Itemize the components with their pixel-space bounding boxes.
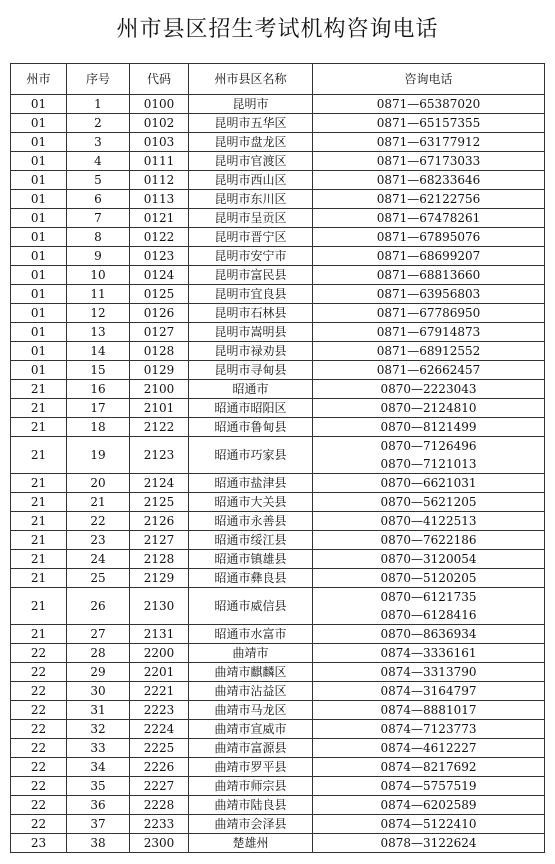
serial-cell: 18 <box>67 418 130 437</box>
phone-cell <box>313 247 545 266</box>
table-row <box>11 228 545 247</box>
phone-number: 0870—5621205 <box>380 495 477 509</box>
serial-cell: 20 <box>67 474 130 493</box>
phone-number: 0871—67895076 <box>376 230 481 244</box>
prefecture-cell: 23 <box>11 834 67 853</box>
page-title: 州市县区招生考试机构咨询电话 <box>116 17 439 42</box>
table-row <box>11 266 545 285</box>
table-row <box>11 796 545 815</box>
prefecture-cell: 01 <box>11 228 67 247</box>
phone-cell <box>313 95 545 114</box>
phone-number: 0871—62662457 <box>376 363 481 377</box>
name-cell: 昭通市 <box>189 380 313 399</box>
table-row <box>11 512 545 531</box>
phone-cell <box>313 758 545 777</box>
phone-cell <box>313 739 545 758</box>
code-cell: 2100 <box>130 380 189 399</box>
table-row <box>11 720 545 739</box>
phone-cell <box>313 171 545 190</box>
phone-cell <box>313 285 545 304</box>
table-row <box>11 380 545 399</box>
prefecture-cell: 21 <box>11 531 67 550</box>
name-cell: 昭通市水富市 <box>189 625 313 644</box>
code-cell: 0125 <box>130 285 189 304</box>
table-header-row <box>11 64 545 95</box>
prefecture-cell: 22 <box>11 644 67 663</box>
code-cell: 2130 <box>130 588 189 625</box>
phone-cell <box>313 796 545 815</box>
serial-cell: 11 <box>67 285 130 304</box>
phone-cell <box>313 777 545 796</box>
prefecture-cell: 01 <box>11 152 67 171</box>
name-cell: 曲靖市会泽县 <box>189 815 313 834</box>
serial-cell: 30 <box>67 682 130 701</box>
phone-number: 0870—7622186 <box>380 533 477 547</box>
code-cell: 0121 <box>130 209 189 228</box>
table-row <box>11 777 545 796</box>
table-row <box>11 133 545 152</box>
code-cell: 0128 <box>130 342 189 361</box>
name-cell: 昆明市禄劝县 <box>189 342 313 361</box>
code-cell: 2233 <box>130 815 189 834</box>
table-row <box>11 152 545 171</box>
name-cell: 昭通市昭阳区 <box>189 399 313 418</box>
column-header-phone: 咨询电话 <box>313 64 545 95</box>
phone-cell <box>313 190 545 209</box>
prefecture-cell: 01 <box>11 361 67 380</box>
table-row <box>11 171 545 190</box>
phone-cell <box>313 701 545 720</box>
prefecture-cell: 01 <box>11 171 67 190</box>
phone-number: 0870—4122513 <box>380 514 477 528</box>
serial-cell: 4 <box>67 152 130 171</box>
phone-number: 0874—5757519 <box>380 779 477 793</box>
phone-number: 0874—3313790 <box>380 665 477 679</box>
name-cell: 昆明市西山区 <box>189 171 313 190</box>
table-row <box>11 437 545 474</box>
code-cell: 2224 <box>130 720 189 739</box>
phone-number: 0878—3122624 <box>380 836 477 850</box>
phone-number: 0874—8217692 <box>380 760 477 774</box>
phone-number: 0871—63177912 <box>376 135 481 149</box>
phone-cell <box>313 437 545 474</box>
code-cell: 2123 <box>130 437 189 474</box>
serial-cell: 13 <box>67 323 130 342</box>
phone-cell <box>313 474 545 493</box>
column-header-prefecture: 州市 <box>11 64 67 95</box>
name-cell: 昭通市巧家县 <box>189 437 313 474</box>
prefecture-cell: 22 <box>11 682 67 701</box>
serial-cell: 24 <box>67 550 130 569</box>
phone-cell <box>313 399 545 418</box>
table-row <box>11 361 545 380</box>
serial-cell: 32 <box>67 720 130 739</box>
name-cell: 昆明市石林县 <box>189 304 313 323</box>
prefecture-cell: 01 <box>11 285 67 304</box>
prefecture-cell: 21 <box>11 569 67 588</box>
serial-cell: 28 <box>67 644 130 663</box>
serial-cell: 6 <box>67 190 130 209</box>
table-row <box>11 418 545 437</box>
serial-cell: 14 <box>67 342 130 361</box>
prefecture-cell: 21 <box>11 418 67 437</box>
serial-cell: 26 <box>67 588 130 625</box>
prefecture-cell: 21 <box>11 588 67 625</box>
prefecture-cell: 01 <box>11 247 67 266</box>
column-header-name: 州市县区名称 <box>189 64 313 95</box>
serial-cell: 25 <box>67 569 130 588</box>
phone-number: 0874—5122410 <box>380 817 477 831</box>
phone-number: 0871—67914873 <box>376 325 481 339</box>
phone-number: 0874—6202589 <box>380 798 477 812</box>
phone-cell <box>313 834 545 853</box>
phone-cell <box>313 380 545 399</box>
code-cell: 2126 <box>130 512 189 531</box>
serial-cell: 3 <box>67 133 130 152</box>
phone-number: 0870—8636934 <box>380 627 477 641</box>
serial-cell: 38 <box>67 834 130 853</box>
phone-number: 0871—67786950 <box>376 306 481 320</box>
code-cell: 2200 <box>130 644 189 663</box>
prefecture-cell: 21 <box>11 474 67 493</box>
phone-number: 0871—68813660 <box>376 268 481 282</box>
serial-cell: 1 <box>67 95 130 114</box>
table-row <box>11 304 545 323</box>
phone-cell <box>313 418 545 437</box>
code-cell: 0111 <box>130 152 189 171</box>
table-row <box>11 493 545 512</box>
phone-cell <box>313 815 545 834</box>
phone-number: 0871—63956803 <box>376 287 481 301</box>
name-cell: 昆明市富民县 <box>189 266 313 285</box>
name-cell: 昭通市盐津县 <box>189 474 313 493</box>
code-cell: 2226 <box>130 758 189 777</box>
prefecture-cell: 21 <box>11 550 67 569</box>
table-row <box>11 95 545 114</box>
name-cell: 昆明市盘龙区 <box>189 133 313 152</box>
table-row <box>11 550 545 569</box>
phone-cell <box>313 625 545 644</box>
column-header-serial: 序号 <box>67 64 130 95</box>
code-cell: 0123 <box>130 247 189 266</box>
prefecture-cell: 22 <box>11 796 67 815</box>
code-cell: 2125 <box>130 493 189 512</box>
code-cell: 0126 <box>130 304 189 323</box>
phone-cell <box>313 644 545 663</box>
serial-cell: 9 <box>67 247 130 266</box>
phone-number: 0874—7123773 <box>380 722 477 736</box>
phone-cell <box>313 682 545 701</box>
table-row <box>11 663 545 682</box>
name-cell: 昆明市宜良县 <box>189 285 313 304</box>
table-row <box>11 247 545 266</box>
phone-number: 0870—8121499 <box>380 420 477 434</box>
name-cell: 昆明市五华区 <box>189 114 313 133</box>
name-cell: 昭通市绥江县 <box>189 531 313 550</box>
table-row <box>11 815 545 834</box>
name-cell: 曲靖市 <box>189 644 313 663</box>
name-cell: 曲靖市陆良县 <box>189 796 313 815</box>
prefecture-cell: 21 <box>11 625 67 644</box>
code-cell: 2127 <box>130 531 189 550</box>
phone-number: 0871—65387020 <box>376 97 481 111</box>
phone-cell <box>313 588 545 625</box>
phone-cell <box>313 304 545 323</box>
prefecture-cell: 22 <box>11 663 67 682</box>
phone-number: 0871—67478261 <box>376 211 481 225</box>
table-row <box>11 701 545 720</box>
serial-cell: 2 <box>67 114 130 133</box>
name-cell: 昭通市永善县 <box>189 512 313 531</box>
code-cell: 2131 <box>130 625 189 644</box>
prefecture-cell: 21 <box>11 399 67 418</box>
table-row <box>11 190 545 209</box>
code-cell: 2228 <box>130 796 189 815</box>
code-cell: 2201 <box>130 663 189 682</box>
code-cell: 2227 <box>130 777 189 796</box>
phone-cell <box>313 323 545 342</box>
prefecture-cell: 01 <box>11 342 67 361</box>
table-row <box>11 323 545 342</box>
code-cell: 2300 <box>130 834 189 853</box>
phone-cell <box>313 531 545 550</box>
serial-cell: 10 <box>67 266 130 285</box>
phone-number: 0871—68233646 <box>376 173 481 187</box>
phone-cell <box>313 266 545 285</box>
serial-cell: 5 <box>67 171 130 190</box>
name-cell: 昭通市大关县 <box>189 493 313 512</box>
name-cell: 昆明市官渡区 <box>189 152 313 171</box>
phone-number: 0870—5120205 <box>380 571 477 585</box>
code-cell: 0127 <box>130 323 189 342</box>
code-cell: 0122 <box>130 228 189 247</box>
phone-number: 0870—3120054 <box>380 552 477 566</box>
phone-cell <box>313 114 545 133</box>
phone-cell <box>313 228 545 247</box>
name-cell: 昭通市彝良县 <box>189 569 313 588</box>
table-row <box>11 209 545 228</box>
name-cell: 昆明市安宁市 <box>189 247 313 266</box>
prefecture-cell: 21 <box>11 512 67 531</box>
code-cell: 2225 <box>130 739 189 758</box>
code-cell: 0129 <box>130 361 189 380</box>
prefecture-cell: 22 <box>11 701 67 720</box>
phone-cell <box>313 720 545 739</box>
serial-cell: 17 <box>67 399 130 418</box>
prefecture-cell: 22 <box>11 720 67 739</box>
phone-cell <box>313 152 545 171</box>
name-cell: 曲靖市沾益区 <box>189 682 313 701</box>
phone-number: 0870—6121735 <box>380 590 477 604</box>
table-row <box>11 399 545 418</box>
serial-cell: 15 <box>67 361 130 380</box>
name-cell: 楚雄州 <box>189 834 313 853</box>
table-row <box>11 474 545 493</box>
phone-cell <box>313 361 545 380</box>
table-row <box>11 285 545 304</box>
prefecture-cell: 22 <box>11 758 67 777</box>
phone-number: 0871—62122756 <box>376 192 481 206</box>
code-cell: 0103 <box>130 133 189 152</box>
serial-cell: 29 <box>67 663 130 682</box>
prefecture-cell: 01 <box>11 190 67 209</box>
code-cell: 2128 <box>130 550 189 569</box>
table-row <box>11 588 545 625</box>
prefecture-cell: 01 <box>11 323 67 342</box>
phone-cell <box>313 663 545 682</box>
name-cell: 曲靖市宣威市 <box>189 720 313 739</box>
phone-number: 0870—7121013 <box>380 457 477 471</box>
serial-cell: 36 <box>67 796 130 815</box>
phone-number: 0870—2124810 <box>380 401 477 415</box>
prefecture-cell: 21 <box>11 380 67 399</box>
phone-number: 0871—68912552 <box>376 344 481 358</box>
serial-cell: 21 <box>67 493 130 512</box>
table-row <box>11 342 545 361</box>
phone-number: 0870—6128416 <box>380 608 477 622</box>
phone-number: 0874—3164797 <box>380 684 477 698</box>
prefecture-cell: 01 <box>11 95 67 114</box>
name-cell: 曲靖市罗平县 <box>189 758 313 777</box>
phone-cell <box>313 209 545 228</box>
code-cell: 0100 <box>130 95 189 114</box>
serial-cell: 31 <box>67 701 130 720</box>
serial-cell: 35 <box>67 777 130 796</box>
phone-cell <box>313 569 545 588</box>
phone-number: 0874—4612227 <box>380 741 477 755</box>
name-cell: 昆明市呈贡区 <box>189 209 313 228</box>
prefecture-cell: 01 <box>11 304 67 323</box>
consultation-phone-table <box>10 63 545 853</box>
code-cell: 0124 <box>130 266 189 285</box>
prefecture-cell: 21 <box>11 437 67 474</box>
prefecture-cell: 22 <box>11 739 67 758</box>
phone-number: 0870—7126496 <box>380 439 477 453</box>
prefecture-cell: 01 <box>11 266 67 285</box>
table-body <box>11 95 545 853</box>
phone-number: 0870—6621031 <box>380 476 477 490</box>
prefecture-cell: 01 <box>11 133 67 152</box>
name-cell: 曲靖市富源县 <box>189 739 313 758</box>
table-row <box>11 739 545 758</box>
phone-number: 0871—68699207 <box>376 249 481 263</box>
column-header-code: 代码 <box>130 64 189 95</box>
code-cell: 2221 <box>130 682 189 701</box>
code-cell: 2122 <box>130 418 189 437</box>
code-cell: 2129 <box>130 569 189 588</box>
name-cell: 昆明市东川区 <box>189 190 313 209</box>
serial-cell: 12 <box>67 304 130 323</box>
serial-cell: 22 <box>67 512 130 531</box>
serial-cell: 7 <box>67 209 130 228</box>
phone-number: 0871—65157355 <box>376 116 481 130</box>
phone-cell <box>313 342 545 361</box>
phone-number: 0871—67173033 <box>376 154 481 168</box>
name-cell: 昆明市嵩明县 <box>189 323 313 342</box>
code-cell: 2223 <box>130 701 189 720</box>
table-row <box>11 625 545 644</box>
code-cell: 0112 <box>130 171 189 190</box>
phone-cell <box>313 133 545 152</box>
table-row <box>11 114 545 133</box>
table-row <box>11 569 545 588</box>
name-cell: 昆明市 <box>189 95 313 114</box>
phone-cell <box>313 512 545 531</box>
phone-number: 0874—3336161 <box>380 646 477 660</box>
serial-cell: 37 <box>67 815 130 834</box>
table-row <box>11 758 545 777</box>
serial-cell: 16 <box>67 380 130 399</box>
serial-cell: 23 <box>67 531 130 550</box>
phone-number: 0874—8881017 <box>380 703 477 717</box>
phone-number: 0870—2223043 <box>380 382 477 396</box>
code-cell: 2124 <box>130 474 189 493</box>
prefecture-cell: 21 <box>11 493 67 512</box>
name-cell: 曲靖市马龙区 <box>189 701 313 720</box>
table-row <box>11 531 545 550</box>
name-cell: 昭通市威信县 <box>189 588 313 625</box>
serial-cell: 27 <box>67 625 130 644</box>
name-cell: 昭通市鲁甸县 <box>189 418 313 437</box>
serial-cell: 8 <box>67 228 130 247</box>
prefecture-cell: 22 <box>11 815 67 834</box>
serial-cell: 19 <box>67 437 130 474</box>
prefecture-cell: 01 <box>11 209 67 228</box>
table-row <box>11 682 545 701</box>
serial-cell: 34 <box>67 758 130 777</box>
code-cell: 0113 <box>130 190 189 209</box>
table-row <box>11 834 545 853</box>
prefecture-cell: 01 <box>11 114 67 133</box>
name-cell: 曲靖市麒麟区 <box>189 663 313 682</box>
phone-cell <box>313 550 545 569</box>
name-cell: 昆明市寻甸县 <box>189 361 313 380</box>
serial-cell: 33 <box>67 739 130 758</box>
name-cell: 曲靖市师宗县 <box>189 777 313 796</box>
code-cell: 2101 <box>130 399 189 418</box>
table-row <box>11 644 545 663</box>
name-cell: 昭通市镇雄县 <box>189 550 313 569</box>
phone-cell <box>313 493 545 512</box>
prefecture-cell: 22 <box>11 777 67 796</box>
code-cell: 0102 <box>130 114 189 133</box>
name-cell: 昆明市晋宁区 <box>189 228 313 247</box>
